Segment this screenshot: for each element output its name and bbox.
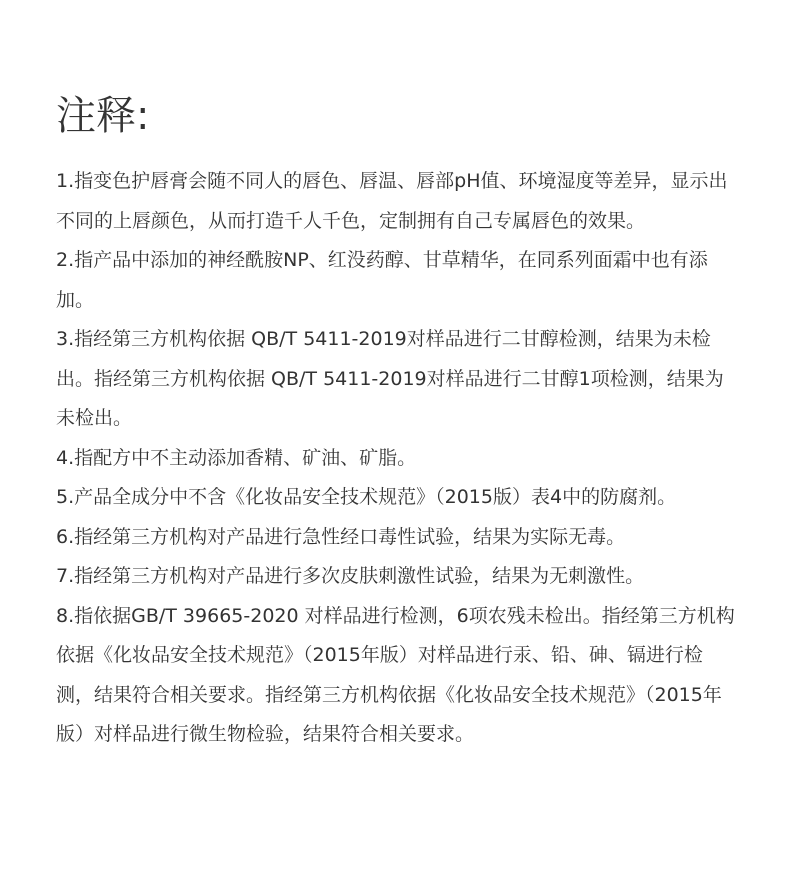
note-item-1: 1.指变色护唇膏会随不同人的唇色、唇温、唇部pH值、环境湿度等差异，显示出不同的上唇颜色，从而打造千人千色，定制拥有自己专属唇色的效果。 [56, 170, 728, 232]
note-item-3: 3.指经第三方机构依据 QB/T 5411-2019对样品进行二甘醇检测，结果为未检出。指经第三方机构依据 QB/T 5411-2019对样品进行二甘醇1项检测，结果为未检出。 [56, 328, 724, 429]
note-item-6: 6.指经第三方机构对产品进行急性经口毒性试验，结果为实际无毒。 [56, 525, 626, 548]
notes-list [56, 162, 736, 755]
page-title: 注释: [56, 93, 150, 139]
note-item-5: 5.产品全成分中不含《化妆品安全技术规范》（2015版）表4中的防腐剂。 [56, 486, 677, 508]
note-item-4: 4.指配方中不主动添加香精、矿油、矿脂。 [56, 446, 417, 469]
note-item-2: 2.指产品中添加的神经酰胺NP、红没药醇、甘草精华，在同系列面霜中也有添加。 [56, 249, 708, 311]
note-item-7: 7.指经第三方机构对产品进行多次皮肤刺激性试验，结果为无刺激性。 [56, 565, 645, 587]
note-item-8: 8.指依据GB/T 39665-2020 对样品进行检测，6项农残未检出。指经第三方机构依据《化妆品安全技术规范》（2015年版）对样品进行汞、铅、砷、镉进行检测，结果符合相关要求。指经第三方机构依据《化妆品安全技术规范》（2015年版）对样品进行微生物检验，结果符合相关要求。 [56, 604, 735, 745]
